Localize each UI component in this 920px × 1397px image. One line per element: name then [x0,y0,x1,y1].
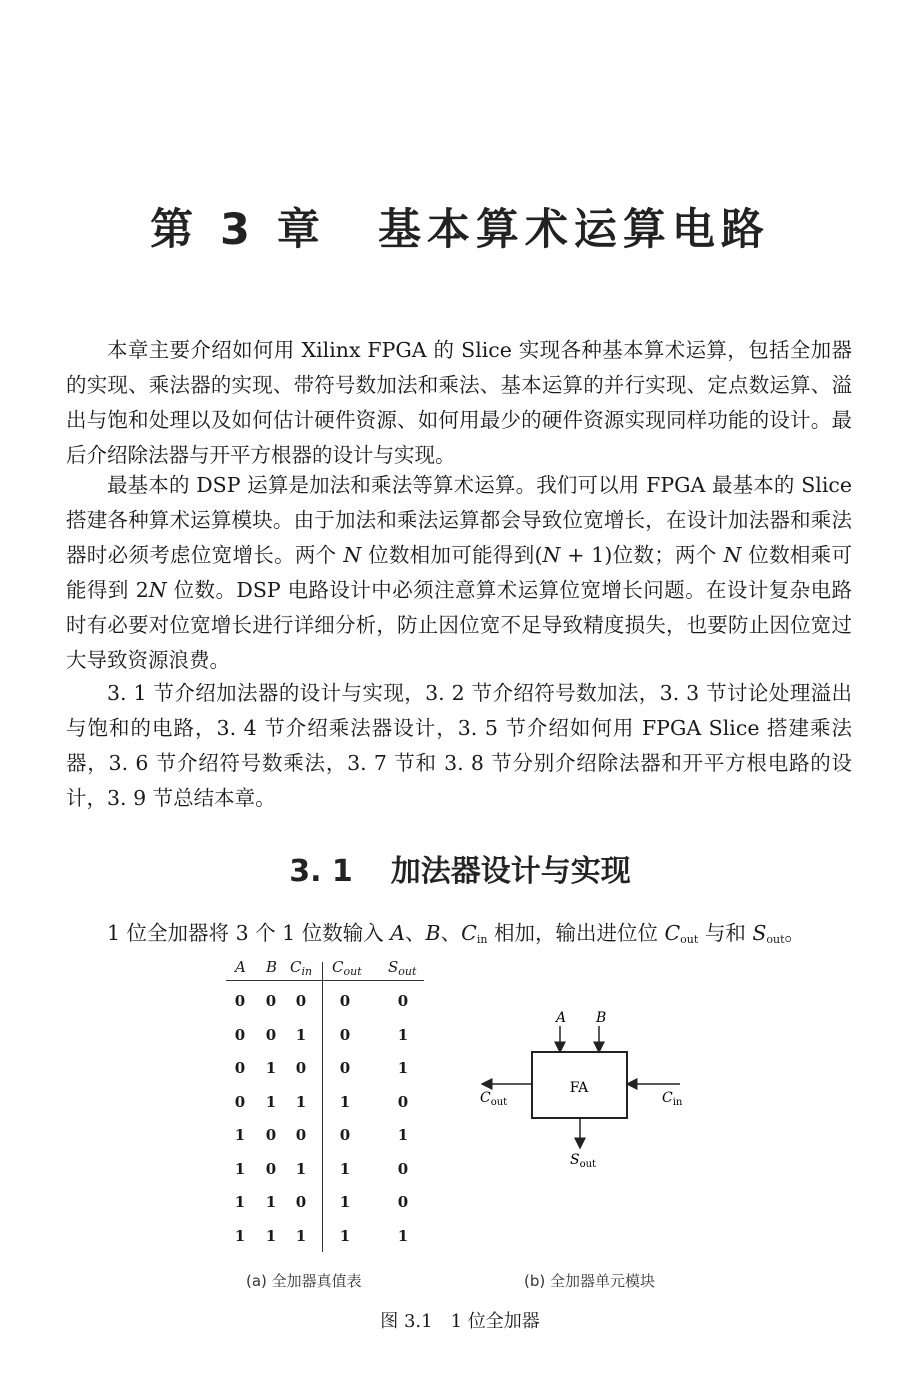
truth-table-cell: 1 [339,1159,351,1178]
truth-table-cell: 1 [295,1025,307,1044]
truth-table-cell: 1 [234,1193,246,1211]
text-run: 、 [405,921,426,945]
input-b-label: B [596,1010,607,1026]
truth-table-cell: 0 [397,1159,409,1178]
truth-table-cell: 0 [339,1126,351,1144]
var-c: C [664,921,681,945]
output-cout-label: $C_{out}$ [480,1090,508,1108]
truth-table-cell: 0 [339,992,351,1010]
truth-table-cell: 1 [295,1159,307,1178]
truth-table-cell: 1 [397,1025,409,1044]
truth-table-cell: 0 [397,1092,409,1111]
text-run: + 1)位数；两个 [560,543,724,567]
header-cout [332,958,362,978]
truth-table-cell: 0 [234,1092,246,1111]
header-sout [388,958,416,978]
full-adder-intro [66,916,852,957]
truth-table-cell: 0 [397,1193,409,1211]
chapter-title [0,196,920,257]
text-run: 1 位全加器将 3 个 1 位数输入 [107,921,391,945]
truth-table-cell: 1 [397,1226,409,1245]
truth-table-cell: 0 [234,992,246,1010]
truth-table-cell: 1 [295,1092,307,1111]
var-n: N [148,578,167,602]
truth-table-cell: 0 [265,1126,277,1144]
text-run: 。 [784,921,806,945]
truth-table-cell: 0 [295,1126,307,1144]
bitwidth-paragraph [66,468,852,678]
truth-table-cell: 1 [265,1092,277,1111]
outline-paragraph: 3. 1 节介绍加法器的设计与实现，3. 2 节介绍符号数加法，3. 3 节讨论处理溢出与饱和的电路，3. 4 节介绍乘法器设计，3. 5 节介绍如何用 FPGA Slice 搭建乘法器，3. 6 节介绍符号数乘法，3. 7 节和 3. 8 节分别介绍除法器和开平方根电路的设计，3. 9 节总结本章。 [66,681,852,810]
text-run: 最基本的 DSP 运算是加法和乘法等算术运算。我们可以用 FPGA 最基本的 Slice 搭建各种算术运算模块。由于加法和乘法运算都会导致位宽增长，在设计加法器和乘法器时必须考虑位宽增长。两个 [66,473,852,567]
header-rule [226,980,424,981]
truth-table-cell: 1 [265,1059,277,1077]
truth-table-cell: 0 [295,1193,307,1211]
truth-table-cell: 1 [339,1092,351,1111]
caption-a: (a) 全加器真值表 [246,1272,362,1290]
var-c: C [461,921,477,945]
input-cin-label: $C_{in}$ [662,1090,683,1108]
text-run: 与和 [698,921,753,945]
truth-table-cell: 0 [265,1159,277,1178]
truth-table-cell: 0 [295,1059,307,1077]
truth-table [222,958,432,1258]
sub-out: out [766,933,785,946]
truth-table-cell: 1 [339,1226,351,1245]
truth-table-cell: 0 [295,992,307,1010]
text-run: 位数。DSP 电路设计中必须注意算术运算位宽增长问题。在设计复杂电路时有必要对位宽增长进行详细分析，防止因位宽不足导致精度损失，也要防止因位宽过大导致资源浪费。 [66,578,853,672]
text-run: 、 [440,921,462,945]
fa-label: FA [569,1080,589,1096]
header-cin-sub: in [301,965,313,978]
var-b: B [425,921,441,945]
truth-table-cell: 1 [265,1193,277,1211]
header-cout-sub: out [343,965,362,978]
header-b: B [266,958,278,976]
figure-caption: 图 3.1 1 位全加器 [380,1311,540,1332]
truth-table-cell: 1 [234,1159,246,1178]
caption-b: (b) 全加器单元模块 [524,1272,655,1290]
truth-table-cell: 1 [295,1226,307,1245]
var-n: N [343,543,362,567]
sub-out: out [680,933,699,946]
header-cin [290,958,312,978]
truth-table-cell: 1 [265,1226,277,1245]
text-run: 相加，输出进位位 [487,921,665,945]
sub-in: in [476,933,488,946]
truth-table-cell: 0 [397,992,409,1010]
full-adder-block-diagram [470,1000,710,1180]
header-sout-base: S [388,958,399,976]
text-run: 位数相乘可能得到 2 [66,543,852,602]
truth-table-cell: 0 [234,1059,246,1077]
header-a: A [235,958,246,976]
var-n: N [723,543,742,567]
chapter-name: 基本算术运算电路 [377,205,770,255]
header-cout-base: C [332,958,344,976]
output-sout-label: $S_{out}$ [570,1152,597,1170]
var-a: A [390,921,406,945]
truth-table-cell: 0 [234,1025,246,1044]
column-divider [322,962,323,1252]
section-number: 3. 1 [289,854,353,889]
chapter-number: 第 3 章 [150,205,326,255]
truth-table-cell: 1 [339,1193,351,1211]
truth-table-cell: 0 [265,992,277,1010]
header-cin-base: C [290,958,302,976]
truth-table-cell: 0 [339,1059,351,1077]
section-name: 加法器设计与实现 [390,854,631,889]
truth-table-cell: 1 [397,1059,409,1077]
truth-table-cell: 0 [265,1025,277,1044]
text-run: 位数相加可能得到( [361,543,543,567]
truth-table-cell: 0 [339,1025,351,1044]
truth-table-cell: 1 [234,1226,246,1245]
input-a-label: A [556,1010,567,1026]
header-sout-sub: out [398,965,417,978]
intro-paragraph: 本章主要介绍如何用 Xilinx FPGA 的 Slice 实现各种基本算术运算，包括全加器的实现、乘法器的实现、带符号数加法和乘法、基本运算的并行实现、定点数运算、溢出与饱和处理以及如何估计硬件资源、如何用最少的硬件资源实现同样功能的设计。最后介绍除法器与开平方根器的设计与实现。 [66,338,852,467]
var-n: N [542,543,561,567]
section-title [0,846,920,890]
var-s: S [752,921,767,945]
truth-table-cell: 1 [234,1126,246,1144]
truth-table-cell: 1 [397,1126,409,1144]
